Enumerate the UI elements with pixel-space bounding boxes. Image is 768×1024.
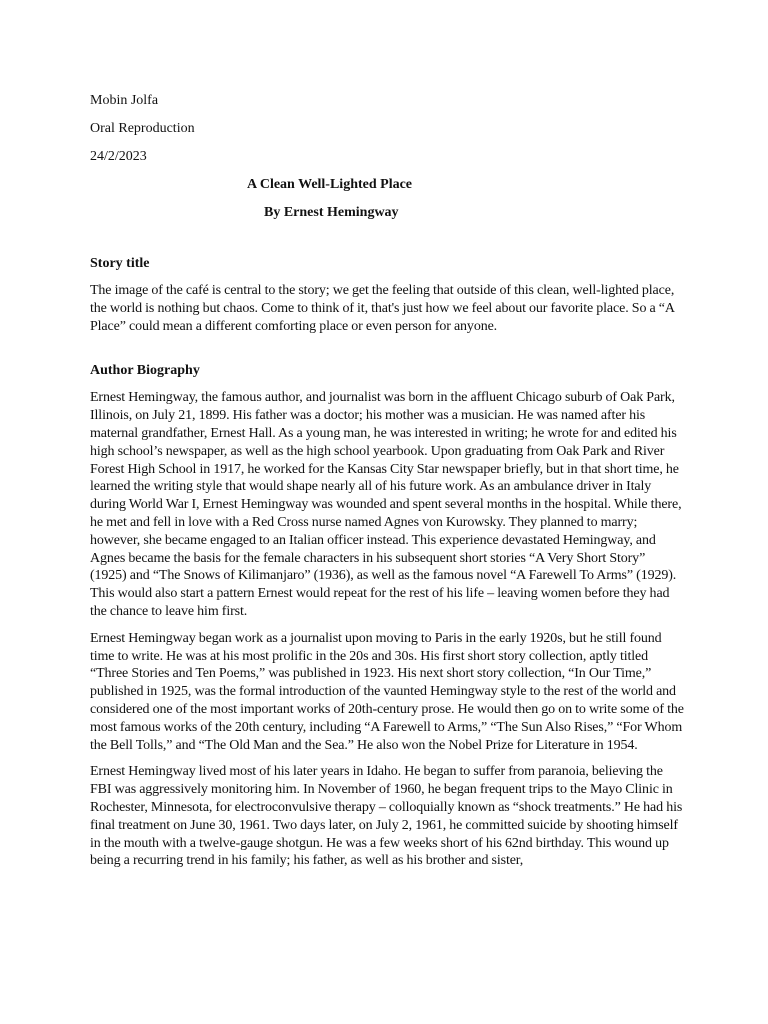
document-date: 24/2/2023 bbox=[90, 149, 147, 164]
paragraph: Ernest Hemingway, the famous author, and journalist was born in the affluent Chicago suburb of Oak Park, Illinois, on July 21, 1899. His father was a doctor; his mother was a musician. He was named after his maternal grandfather, Ernest Hall. As a young man, he was interested in writing; he wrote for and edited his high school’s newspaper, as well as the high school yearbook. Upon graduating from Oak Park and River Forest High School in 1917, he worked for the Kansas City Star newspaper briefly, but in that short time, he learned the writing style that would shape nearly all of his future work. As an ambulance driver in Italy during World War I, Ernest Hemingway was wounded and spent several months in the hospital. While there, he met and fell in love with a Red Cross nurse named Agnes von Kurowsky. They planned to marry; however, she became engaged to an Italian officer instead. This experience devastated Hemingway, and Agnes became the basis for the female characters in his subsequent short stories “A Very Short Story” (1925) and “The Snows of Kilimanjaro” (1936), as well as the famous novel “A Farewell To Arms” (1929). This would also start a pattern Ernest would repeat for the rest of his life – leaving women before they had the chance to leave him first. bbox=[90, 390, 682, 619]
section-heading: Author Biography bbox=[90, 363, 200, 379]
title-block bbox=[90, 176, 684, 222]
section-author-biography bbox=[90, 362, 684, 870]
course-name: Oral Reproduction bbox=[90, 121, 195, 136]
section-heading: Story title bbox=[90, 256, 150, 271]
author-name: Mobin Jolfa bbox=[90, 93, 159, 108]
paragraph: Ernest Hemingway lived most of his later years in Idaho. He began to suffer from paranoia, believing the FBI was aggressively monitoring him. In November of 1960, he began frequent trips to the Mayo Clinic in Rochester, Minnesota, for electroconvulsive therapy – colloquially known as “shock treatments.” He had his final treatment on June 30, 1961. Two days later, on July 2, 1961, he committed suicide by shooting himself in the mouth with a twelve-gauge shotgun. He was a few weeks short of his 62nd birthday. This wound up being a recurring trend in his family; his father, as well as his brother and sister, bbox=[90, 764, 683, 869]
section-story-title bbox=[90, 255, 684, 335]
document-byline: By Ernest Hemingway bbox=[264, 205, 399, 220]
paragraph: Ernest Hemingway began work as a journalist upon moving to Paris in the early 1920s, but he still found time to write. He was at his most prolific in the 20s and 30s. His first short story collection, aptly titled “Three Stories and Ten Poems,” was published in 1923. His next short story collection, “In Our Time,” published in 1925, was the formal introduction of the vaunted Hemingway style to the rest of the world and considered one of the most important works of 20th-century prose. He would then go on to write some of the most famous works of the 20th century, including “A Farewell to Arms,” “The Sun Also Rises,” “For Whom the Bell Tolls,” and “The Old Man and the Sea.” He also won the Nobel Prize for Literature in 1954. bbox=[90, 630, 684, 753]
document-title: A Clean Well-Lighted Place bbox=[247, 177, 413, 192]
document-header bbox=[90, 92, 684, 166]
paragraph: The image of the café is central to the story; we get the feeling that outside of this clean, well-lighted place, the world is nothing but chaos. Come to think of it, that's just how we feel about our favorite place. So a “A Place” could mean a different comforting place or even person for anyone. bbox=[90, 283, 675, 334]
